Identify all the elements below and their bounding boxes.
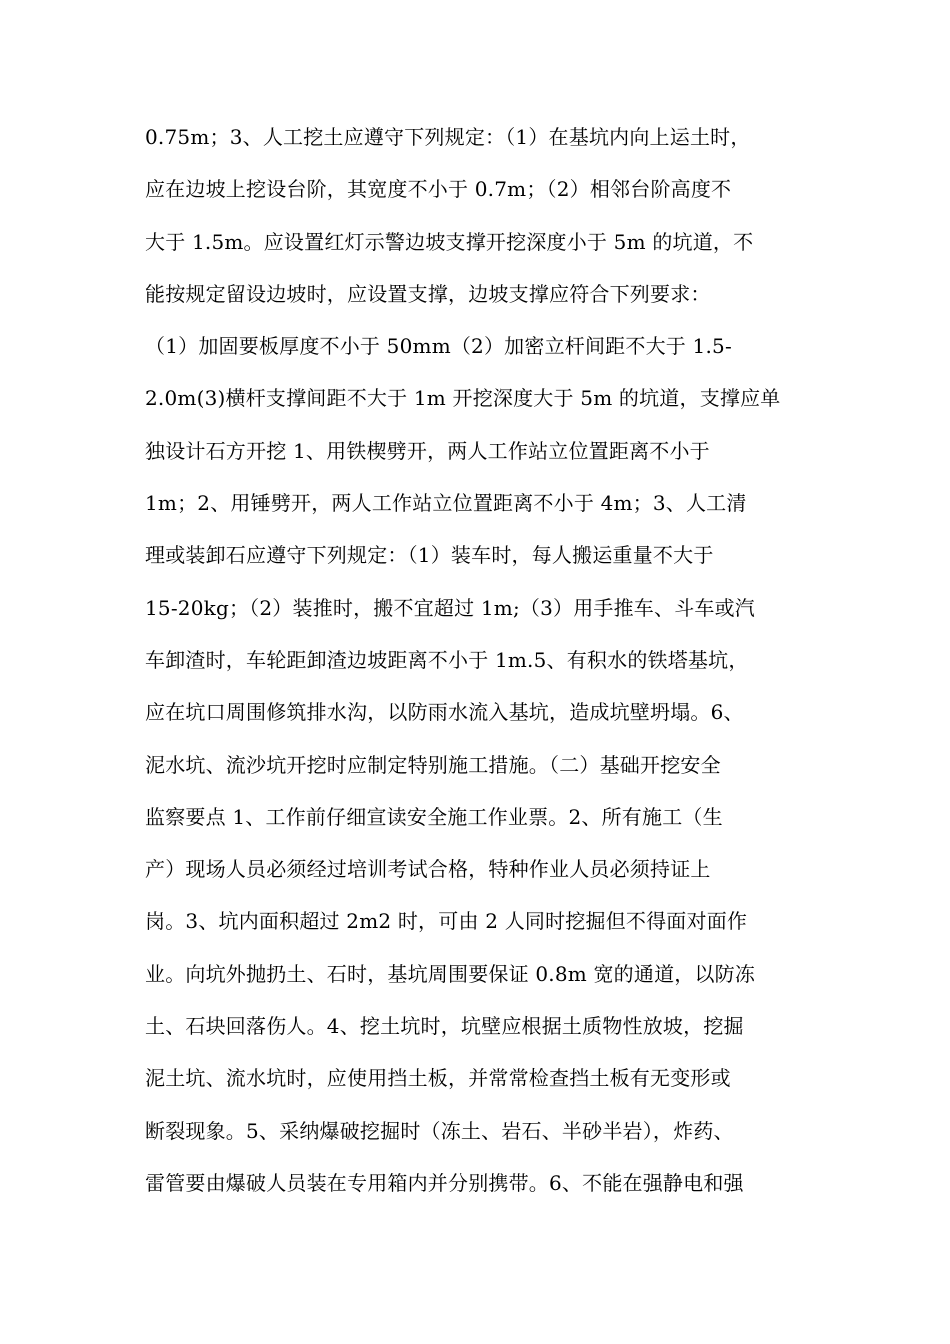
text-line-18: 土、石块回落伤人。4、挖土坑时，坑壁应根据土质物性放坡，挖掘 [145, 1014, 744, 1039]
text-line-2: 应在边坡上挖设台阶，其宽度不小于 0.7m；（2）相邻台阶高度不 [145, 177, 732, 202]
text-line-13: 泥水坑、流沙坑开挖时应制定特别施工措施。（二）基础开挖安全 [145, 752, 721, 777]
text-line-19: 泥土坑、流水坑时，应使用挡土板，并常常检查挡土板有无变形或 [145, 1066, 731, 1091]
text-line-8: 1m；2、用锤劈开，两人工作站立位置距离不小于 4m；3、人工清 [145, 491, 747, 516]
text-line-7: 独设计石方开挖 1、用铁楔劈开，两人工作站立位置距离不小于 [145, 438, 710, 463]
text-line-6: 2.0m(3)横杆支撑间距不大于 1m 开挖深度大于 5m 的坑道，支撑应单 [145, 386, 781, 411]
text-line-9: 理或装卸石应遵守下列规定：（1）装车时，每人搬运重量不大于 [145, 543, 714, 568]
text-line-20: 断裂现象。5、采纳爆破挖掘时（冻土、岩石、半砂半岩），炸药、 [145, 1118, 734, 1143]
text-line-3: 大于 1.5m。应设置红灯示警边坡支撑开挖深度小于 5m 的坑道，不 [145, 229, 754, 254]
text-line-10: 15-20kg；（2）装推时，搬不宜超过 1m;（3）用手推车、斗车或汽 [145, 595, 756, 620]
text-line-12: 应在坑口周围修筑排水沟，以防雨水流入基坑，造成坑壁坍塌。6、 [145, 700, 744, 725]
text-line-21: 雷管要由爆破人员装在专用箱内并分别携带。6、不能在强静电和强 [145, 1170, 744, 1195]
text-line-4: 能按规定留设边坡时，应设置支撑，边坡支撑应符合下列要求： [145, 281, 711, 306]
text-line-11: 车卸渣时，车轮距卸渣边坡距离不小于 1m.5、有积水的铁塔基坑， [145, 647, 749, 672]
text-line-16: 岗。3、坑内面积超过 2m2 时，可由 2 人同时挖掘但不得面对面作 [145, 909, 748, 934]
text-line-15: 产）现场人员必须经过培训考试合格，特种作业人员必须持证上 [145, 857, 711, 882]
text-line-5: （1）加固要板厚度不小于 50mm（2）加密立杆间距不大于 1.5- [145, 334, 732, 359]
text-line-17: 业。向坑外抛扔土、石时，基坑周围要保证 0.8m 宽的通道，以防冻 [145, 961, 756, 986]
text-line-1: 0.75m；3、人工挖土应遵守下列规定：（1）在基坑内向上运土时， [145, 125, 751, 149]
text-line-14: 监察要点 1、工作前仔细宣读安全施工作业票。2、所有施工（生 [145, 804, 723, 829]
body-text [145, 117, 815, 1215]
